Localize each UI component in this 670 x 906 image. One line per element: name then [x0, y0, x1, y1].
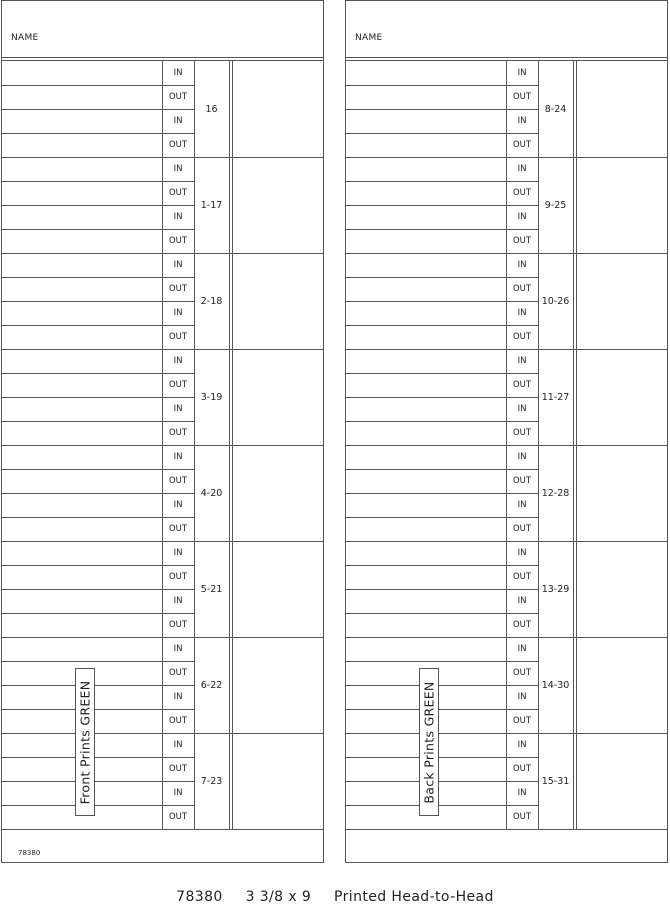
day-block [346, 445, 667, 541]
day-date-label: 8-24 [544, 103, 567, 115]
column-divider [229, 61, 230, 157]
column-divider [573, 61, 574, 157]
column-divider [232, 733, 233, 829]
day-block [346, 733, 667, 829]
in-label: IN [517, 500, 527, 510]
front-time-card [1, 0, 324, 863]
column-divider [576, 541, 577, 637]
out-label: OUT [512, 620, 532, 630]
out-label: OUT [512, 764, 532, 774]
day-date-label: 7-23 [200, 775, 223, 787]
day-block [2, 541, 323, 637]
out-label: OUT [512, 812, 532, 822]
column-divider [576, 253, 577, 349]
day-date-label: 16 [205, 103, 218, 115]
column-divider [576, 733, 577, 829]
column-divider [506, 541, 507, 637]
column-divider [506, 733, 507, 829]
out-label: OUT [512, 476, 532, 486]
column-divider [229, 733, 230, 829]
out-label: OUT [168, 764, 188, 774]
in-label: IN [173, 164, 183, 174]
column-divider [573, 637, 574, 733]
column-divider [506, 253, 507, 349]
column-divider [162, 637, 163, 733]
out-label: OUT [512, 140, 532, 150]
column-divider [506, 445, 507, 541]
column-divider [576, 157, 577, 253]
column-divider [506, 61, 507, 157]
column-divider [232, 61, 233, 157]
in-label: IN [173, 308, 183, 318]
day-date-label: 6-22 [200, 679, 223, 691]
day-date-label: 4-20 [200, 487, 223, 499]
in-label: IN [173, 692, 183, 702]
day-block [346, 349, 667, 445]
in-label: IN [517, 644, 527, 654]
column-divider [573, 349, 574, 445]
out-label: OUT [512, 284, 532, 294]
day-date-label: 9-25 [544, 199, 567, 211]
column-divider [162, 733, 163, 829]
out-label: OUT [512, 524, 532, 534]
day-block [346, 541, 667, 637]
day-date-label: 10-26 [541, 295, 570, 307]
column-divider [162, 349, 163, 445]
column-divider [232, 349, 233, 445]
day-block [2, 157, 323, 253]
in-label: IN [517, 68, 527, 78]
in-label: IN [517, 212, 527, 222]
in-label: IN [173, 644, 183, 654]
name-label: NAME [355, 33, 383, 43]
out-label: OUT [168, 236, 188, 246]
column-divider [506, 349, 507, 445]
column-divider [162, 253, 163, 349]
in-label: IN [517, 548, 527, 558]
day-block [346, 637, 667, 733]
in-label: IN [173, 212, 183, 222]
in-label: IN [517, 164, 527, 174]
day-date-label: 3-19 [200, 391, 223, 403]
column-divider [162, 157, 163, 253]
out-label: OUT [168, 572, 188, 582]
out-label: OUT [168, 284, 188, 294]
day-block [2, 733, 323, 829]
out-label: OUT [512, 716, 532, 726]
in-label: IN [173, 596, 183, 606]
column-divider [229, 445, 230, 541]
column-divider [573, 541, 574, 637]
day-date-label: 13-29 [541, 583, 570, 595]
column-divider [576, 61, 577, 157]
in-label: IN [517, 260, 527, 270]
day-date-label: 15-31 [541, 775, 570, 787]
in-label: IN [517, 788, 527, 798]
out-label: OUT [512, 668, 532, 678]
footer-size: 3 3/8 x 9 [245, 889, 312, 905]
out-label: OUT [168, 524, 188, 534]
day-date-label: 14-30 [541, 679, 570, 691]
in-label: IN [173, 500, 183, 510]
footer-form-number: 78380 [176, 889, 223, 905]
column-divider [232, 157, 233, 253]
day-block [346, 253, 667, 349]
out-label: OUT [168, 476, 188, 486]
in-label: IN [517, 404, 527, 414]
out-label: OUT [512, 92, 532, 102]
column-divider [229, 637, 230, 733]
day-date-label: 2-18 [200, 295, 223, 307]
out-label: OUT [168, 812, 188, 822]
in-label: IN [517, 740, 527, 750]
out-label: OUT [168, 92, 188, 102]
day-block [2, 253, 323, 349]
day-block [2, 61, 323, 157]
footer-note: Printed Head-to-Head [334, 889, 494, 905]
column-divider [576, 637, 577, 733]
back-prints-stamp: Back Prints GREEN [419, 668, 439, 816]
in-label: IN [173, 260, 183, 270]
day-date-label: 12-28 [541, 487, 570, 499]
front-prints-stamp: Front Prints GREEN [75, 668, 95, 816]
column-divider [229, 349, 230, 445]
column-divider [229, 157, 230, 253]
out-label: OUT [168, 428, 188, 438]
block-divider [2, 829, 323, 830]
punch-rows-back [346, 61, 667, 829]
out-label: OUT [168, 380, 188, 390]
out-label: OUT [512, 380, 532, 390]
column-divider [506, 637, 507, 733]
block-divider [346, 829, 667, 830]
in-label: IN [517, 692, 527, 702]
punch-rows-front [2, 61, 323, 829]
in-label: IN [173, 356, 183, 366]
column-divider [229, 541, 230, 637]
out-label: OUT [512, 428, 532, 438]
column-divider [506, 157, 507, 253]
out-label: OUT [168, 668, 188, 678]
column-divider [232, 541, 233, 637]
in-label: IN [173, 404, 183, 414]
column-divider [576, 445, 577, 541]
in-label: IN [173, 548, 183, 558]
footer-caption [0, 889, 670, 905]
out-label: OUT [512, 188, 532, 198]
in-label: IN [517, 116, 527, 126]
day-date-label: 5-21 [200, 583, 223, 595]
day-block [2, 349, 323, 445]
out-label: OUT [168, 620, 188, 630]
in-label: IN [517, 452, 527, 462]
in-label: IN [173, 740, 183, 750]
column-divider [232, 253, 233, 349]
out-label: OUT [168, 188, 188, 198]
name-rule [2, 57, 323, 58]
in-label: IN [517, 356, 527, 366]
in-label: IN [173, 68, 183, 78]
out-label: OUT [168, 140, 188, 150]
column-divider [573, 445, 574, 541]
out-label: OUT [512, 236, 532, 246]
column-divider [576, 349, 577, 445]
in-label: IN [173, 452, 183, 462]
name-rule [346, 57, 667, 58]
form-number-small: 78380 [18, 849, 41, 857]
in-label: IN [517, 596, 527, 606]
column-divider [162, 61, 163, 157]
column-divider [573, 253, 574, 349]
column-divider [162, 541, 163, 637]
day-date-label: 1-17 [200, 199, 223, 211]
column-divider [573, 157, 574, 253]
column-divider [232, 445, 233, 541]
column-divider [162, 445, 163, 541]
out-label: OUT [168, 716, 188, 726]
in-label: IN [517, 308, 527, 318]
column-divider [229, 253, 230, 349]
day-block [346, 61, 667, 157]
name-label: NAME [11, 33, 39, 43]
back-time-card [345, 0, 668, 863]
day-block [346, 157, 667, 253]
out-label: OUT [512, 572, 532, 582]
column-divider [232, 637, 233, 733]
in-label: IN [173, 116, 183, 126]
day-date-label: 11-27 [541, 391, 570, 403]
in-label: IN [173, 788, 183, 798]
out-label: OUT [512, 332, 532, 342]
day-block [2, 637, 323, 733]
column-divider [573, 733, 574, 829]
day-block [2, 445, 323, 541]
out-label: OUT [168, 332, 188, 342]
